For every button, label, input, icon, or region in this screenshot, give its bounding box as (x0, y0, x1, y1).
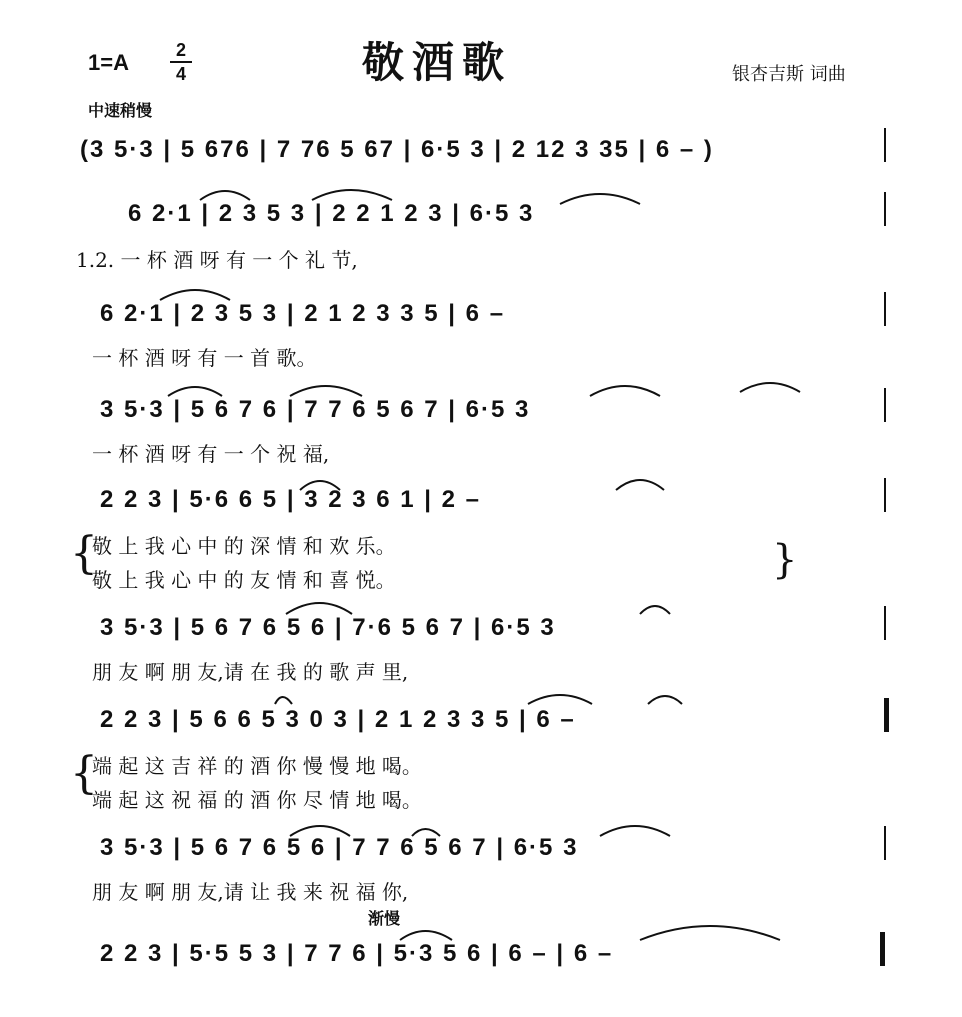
key-signature: 1=A (88, 50, 129, 75)
slur (200, 191, 250, 200)
slur (616, 480, 664, 490)
score-line-9-notes: 2 2 3 | 5·5 5 3 | 7 7 6 | 5·3 5 6 | 6 – | 6 – (100, 940, 614, 967)
slur (640, 606, 670, 614)
slur (740, 383, 800, 392)
credit-line: 银杏吉斯 词曲 (732, 64, 846, 85)
song-title: 敬酒歌 (362, 38, 513, 87)
slur (648, 696, 682, 704)
score-line-3-notes: 6 2·1 | 2 3 5 3 | 2 1 2 3 3 5 | 6 – (100, 300, 506, 327)
score-line-5-lyric-1: 敬 上 我 心 中 的 深 情 和 欢 乐。 (92, 534, 396, 558)
slur (290, 826, 350, 836)
slur (275, 697, 292, 704)
score-line-6-notes: 3 5·3 | 5 6 7 6 5 6 | 7·6 5 6 7 | 6·5 3 (100, 614, 556, 641)
tempo-marking: 中速稍慢 (88, 101, 153, 120)
score-line-8-notes: 3 5·3 | 5 6 7 6 5 6 | 7 7 6 5 6 7 | 6·5 3 (100, 834, 579, 861)
score-line-4-lyric: 一 杯 酒 呀 有 一 个 祝 福, (92, 442, 330, 466)
slur (412, 829, 440, 836)
slur (286, 603, 352, 614)
score-line-1-notes: (3 5·3 | 5 676 | 7 76 5 67 | 6·5 3 | 2 12 3 35 | 6 – ) (80, 136, 714, 163)
score-line-7-lyric-1: 端 起 这 吉 祥 的 酒 你 慢 慢 地 喝。 (92, 754, 422, 778)
slur (168, 387, 222, 396)
score-line-6-lyric: 朋 友 啊 朋 友,请 在 我 的 歌 声 里, (92, 660, 409, 684)
tempo-marking-ritardando: 渐慢 (368, 909, 401, 928)
slur (590, 386, 660, 396)
score-line-4-notes: 3 5·3 | 5 6 7 6 | 7 7 6 5 6 7 | 6·5 3 (100, 396, 531, 423)
slur (528, 695, 592, 704)
score-line-5-lyric-2: 敬 上 我 心 中 的 友 情 和 喜 悦。 (92, 568, 396, 592)
score-line-3-lyric: 一 杯 酒 呀 有 一 首 歌。 (92, 346, 317, 370)
score-line-5-notes: 2 2 3 | 5·6 6 5 | 3 2 3 6 1 | 2 – (100, 486, 482, 513)
slur (400, 931, 452, 940)
slur (300, 481, 340, 490)
slur (290, 386, 362, 396)
time-signature: 2 4 (170, 40, 192, 84)
score-line-7-notes: 2 2 3 | 5 6 6 5 3 0 3 | 2 1 2 3 3 5 | 6 – (100, 706, 576, 733)
score-line-2-notes: 6 2·1 | 2 3 5 3 | 2 2 1 2 3 | 6·5 3 (128, 200, 535, 227)
score-line-7-lyric-2: 端 起 这 祝 福 的 酒 你 尽 情 地 喝。 (92, 788, 422, 812)
slur (560, 194, 640, 204)
score-line-8-lyric: 朋 友 啊 朋 友,请 让 我 来 祝 福 你, (92, 880, 409, 904)
verse-brace-left-2: { (70, 748, 98, 799)
verse-brace-left: { (70, 528, 98, 579)
slur (312, 190, 392, 200)
slur (640, 926, 780, 940)
slur (160, 290, 230, 300)
verse-brace-right: } (772, 537, 798, 583)
slur (600, 826, 670, 836)
score-line-2-lyric: 1.2. 一 杯 酒 呀 有 一 个 礼 节, (76, 248, 358, 272)
